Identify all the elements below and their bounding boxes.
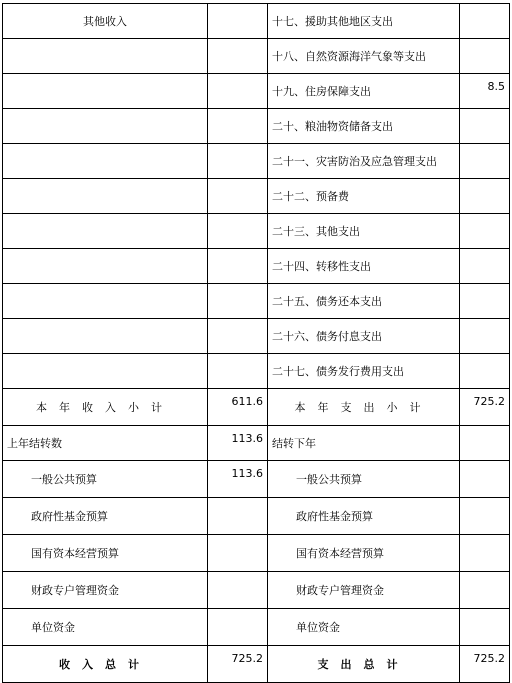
table-row — [3, 609, 510, 646]
income-label: 财政专户管理资金 — [3, 572, 208, 609]
expense-label: 结转下年 — [268, 426, 460, 461]
income-amount — [208, 284, 268, 319]
expense-amount — [460, 284, 510, 319]
table-row — [3, 461, 510, 498]
expense-amount — [460, 4, 510, 39]
table-row — [3, 214, 510, 249]
expense-label: 二十六、债务付息支出 — [268, 319, 460, 354]
income-amount — [208, 572, 268, 609]
expense-label: 单位资金 — [268, 609, 460, 646]
income-label — [3, 74, 208, 109]
expense-amount — [460, 535, 510, 572]
expense-total-label: 支出总计 — [268, 646, 460, 683]
income-label: 上年结转数 — [3, 426, 208, 461]
budget-table — [2, 3, 510, 683]
income-label: 国有资本经营预算 — [3, 535, 208, 572]
income-amount — [208, 39, 268, 74]
income-label — [3, 39, 208, 74]
table-row — [3, 319, 510, 354]
expense-amount — [460, 426, 510, 461]
expense-label: 一般公共预算 — [268, 461, 460, 498]
table-row — [3, 39, 510, 74]
income-amount — [208, 74, 268, 109]
expense-amount — [460, 144, 510, 179]
income-amount — [208, 249, 268, 284]
income-amount — [208, 144, 268, 179]
income-label: 政府性基金预算 — [3, 498, 208, 535]
expense-amount — [460, 461, 510, 498]
income-subtotal-label: 本年收入小计 — [3, 389, 208, 426]
expense-amount — [460, 354, 510, 389]
expense-amount — [460, 179, 510, 214]
income-amount — [208, 109, 268, 144]
expense-subtotal-label: 本年支出小计 — [268, 389, 460, 426]
expense-amount — [460, 319, 510, 354]
income-label: 其他收入 — [3, 4, 208, 39]
expense-label: 十八、自然资源海洋气象等支出 — [268, 39, 460, 74]
table-row — [3, 284, 510, 319]
income-amount — [208, 4, 268, 39]
income-label — [3, 214, 208, 249]
table-row — [3, 572, 510, 609]
total-row — [3, 646, 510, 683]
table-row — [3, 144, 510, 179]
expense-amount — [460, 249, 510, 284]
expense-label: 政府性基金预算 — [268, 498, 460, 535]
income-subtotal-amount: 611.6 — [208, 389, 268, 426]
table-row — [3, 179, 510, 214]
expense-amount — [460, 609, 510, 646]
income-total-amount: 725.2 — [208, 646, 268, 683]
income-amount — [208, 609, 268, 646]
expense-subtotal-amount: 725.2 — [460, 389, 510, 426]
expense-label: 二十五、债务还本支出 — [268, 284, 460, 319]
income-amount — [208, 179, 268, 214]
expense-label: 二十四、转移性支出 — [268, 249, 460, 284]
income-total-label: 收入总计 — [3, 646, 208, 683]
income-amount — [208, 354, 268, 389]
table-row — [3, 4, 510, 39]
table-row — [3, 354, 510, 389]
expense-amount — [460, 39, 510, 74]
income-label — [3, 319, 208, 354]
income-label — [3, 284, 208, 319]
expense-label: 二十、粮油物资储备支出 — [268, 109, 460, 144]
carryover-row — [3, 426, 510, 461]
table-row — [3, 535, 510, 572]
table-row — [3, 109, 510, 144]
expense-total-amount: 725.2 — [460, 646, 510, 683]
expense-amount — [460, 109, 510, 144]
income-label: 单位资金 — [3, 609, 208, 646]
expense-amount: 8.5 — [460, 74, 510, 109]
income-label — [3, 249, 208, 284]
income-label: 一般公共预算 — [3, 461, 208, 498]
expense-amount — [460, 572, 510, 609]
income-label — [3, 109, 208, 144]
expense-label: 财政专户管理资金 — [268, 572, 460, 609]
budget-table-container — [2, 3, 510, 683]
expense-label: 二十七、债务发行费用支出 — [268, 354, 460, 389]
income-amount — [208, 498, 268, 535]
table-row — [3, 249, 510, 284]
income-amount — [208, 319, 268, 354]
expense-amount — [460, 214, 510, 249]
income-amount — [208, 535, 268, 572]
income-label — [3, 354, 208, 389]
expense-label: 二十二、预备费 — [268, 179, 460, 214]
expense-label: 二十三、其他支出 — [268, 214, 460, 249]
income-amount: 113.6 — [208, 461, 268, 498]
expense-label: 十九、住房保障支出 — [268, 74, 460, 109]
expense-amount — [460, 498, 510, 535]
income-amount — [208, 214, 268, 249]
expense-label: 二十一、灾害防治及应急管理支出 — [268, 144, 460, 179]
table-row — [3, 498, 510, 535]
income-amount: 113.6 — [208, 426, 268, 461]
expense-label: 十七、援助其他地区支出 — [268, 4, 460, 39]
subtotal-row — [3, 389, 510, 426]
income-label — [3, 144, 208, 179]
expense-label: 国有资本经营预算 — [268, 535, 460, 572]
table-row — [3, 74, 510, 109]
income-label — [3, 179, 208, 214]
